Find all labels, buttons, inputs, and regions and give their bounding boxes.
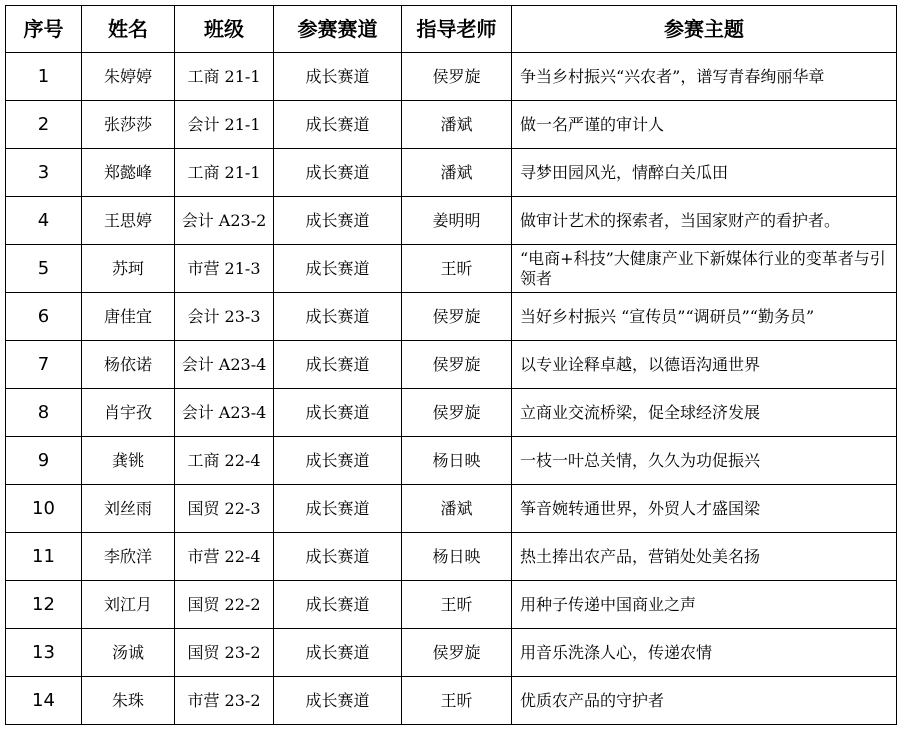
cell-name: 朱珠 [82, 677, 175, 725]
header-track: 参赛赛道 [274, 6, 402, 53]
cell-advisor: 潘斌 [402, 485, 512, 533]
table-row [6, 101, 897, 149]
cell-advisor: 侯罗旋 [402, 629, 512, 677]
cell-topic: 优质农产品的守护者 [512, 677, 897, 725]
cell-topic: “电商+科技”大健康产业下新媒体行业的变革者与引领者 [512, 245, 897, 293]
table-row [6, 677, 897, 725]
cell-index: 13 [6, 629, 82, 677]
cell-track: 成长赛道 [274, 677, 402, 725]
cell-name: 刘丝雨 [82, 485, 175, 533]
cell-class: 会计 21-1 [175, 101, 274, 149]
table-row [6, 389, 897, 437]
cell-class: 市营 21-3 [175, 245, 274, 293]
table-row [6, 149, 897, 197]
cell-advisor: 王昕 [402, 245, 512, 293]
cell-topic: 争当乡村振兴“兴农者”，谱写青春绚丽华章 [512, 53, 897, 101]
cell-name: 龚铫 [82, 437, 175, 485]
cell-index: 2 [6, 101, 82, 149]
cell-topic: 寻梦田园风光，情醉白关瓜田 [512, 149, 897, 197]
cell-name: 肖宇孜 [82, 389, 175, 437]
cell-index: 7 [6, 341, 82, 389]
cell-index: 8 [6, 389, 82, 437]
cell-index: 14 [6, 677, 82, 725]
table-row [6, 245, 897, 293]
cell-class: 工商 22-4 [175, 437, 274, 485]
table-row [6, 341, 897, 389]
cell-name: 唐佳宜 [82, 293, 175, 341]
cell-advisor: 杨日映 [402, 533, 512, 581]
cell-name: 王思婷 [82, 197, 175, 245]
cell-track: 成长赛道 [274, 341, 402, 389]
cell-index: 1 [6, 53, 82, 101]
cell-track: 成长赛道 [274, 437, 402, 485]
table-row [6, 437, 897, 485]
cell-class: 工商 21-1 [175, 53, 274, 101]
cell-track: 成长赛道 [274, 53, 402, 101]
table-row [6, 197, 897, 245]
table-row [6, 533, 897, 581]
header-row [6, 6, 897, 53]
cell-track: 成长赛道 [274, 581, 402, 629]
table-row [6, 485, 897, 533]
cell-index: 12 [6, 581, 82, 629]
table-body [6, 53, 897, 725]
cell-track: 成长赛道 [274, 485, 402, 533]
cell-track: 成长赛道 [274, 533, 402, 581]
cell-advisor: 潘斌 [402, 149, 512, 197]
cell-advisor: 潘斌 [402, 101, 512, 149]
cell-topic: 筝音婉转通世界，外贸人才盛国梁 [512, 485, 897, 533]
cell-advisor: 杨日映 [402, 437, 512, 485]
cell-topic: 做一名严谨的审计人 [512, 101, 897, 149]
cell-advisor: 王昕 [402, 677, 512, 725]
table-row [6, 581, 897, 629]
cell-class: 国贸 22-3 [175, 485, 274, 533]
cell-name: 郑懿峰 [82, 149, 175, 197]
cell-class: 国贸 22-2 [175, 581, 274, 629]
cell-topic: 当好乡村振兴 “宣传员”“调研员”“勤务员” [512, 293, 897, 341]
cell-advisor: 侯罗旋 [402, 293, 512, 341]
table-row [6, 629, 897, 677]
cell-topic: 热土捧出农产品，营销处处美名扬 [512, 533, 897, 581]
cell-class: 市营 22-4 [175, 533, 274, 581]
cell-class: 市营 23-2 [175, 677, 274, 725]
cell-index: 9 [6, 437, 82, 485]
cell-class: 会计 A23-4 [175, 341, 274, 389]
cell-name: 李欣洋 [82, 533, 175, 581]
cell-class: 会计 A23-4 [175, 389, 274, 437]
cell-name: 汤诚 [82, 629, 175, 677]
cell-track: 成长赛道 [274, 245, 402, 293]
cell-track: 成长赛道 [274, 149, 402, 197]
cell-class: 会计 23-3 [175, 293, 274, 341]
participants-table [5, 5, 897, 725]
cell-index: 11 [6, 533, 82, 581]
cell-class: 工商 21-1 [175, 149, 274, 197]
cell-advisor: 姜明明 [402, 197, 512, 245]
cell-name: 苏珂 [82, 245, 175, 293]
cell-name: 刘江月 [82, 581, 175, 629]
cell-track: 成长赛道 [274, 197, 402, 245]
cell-index: 10 [6, 485, 82, 533]
header-advisor: 指导老师 [402, 6, 512, 53]
cell-index: 3 [6, 149, 82, 197]
table-row [6, 53, 897, 101]
cell-advisor: 侯罗旋 [402, 341, 512, 389]
cell-name: 朱婷婷 [82, 53, 175, 101]
header-topic: 参赛主题 [512, 6, 897, 53]
header-name: 姓名 [82, 6, 175, 53]
cell-index: 6 [6, 293, 82, 341]
cell-topic: 用种子传递中国商业之声 [512, 581, 897, 629]
cell-track: 成长赛道 [274, 629, 402, 677]
cell-index: 4 [6, 197, 82, 245]
cell-track: 成长赛道 [274, 101, 402, 149]
cell-track: 成长赛道 [274, 293, 402, 341]
cell-advisor: 侯罗旋 [402, 53, 512, 101]
cell-advisor: 王昕 [402, 581, 512, 629]
table-row [6, 293, 897, 341]
cell-topic: 立商业交流桥梁，促全球经济发展 [512, 389, 897, 437]
cell-class: 会计 A23-2 [175, 197, 274, 245]
cell-topic: 以专业诠释卓越，以德语沟通世界 [512, 341, 897, 389]
header-class: 班级 [175, 6, 274, 53]
cell-name: 张莎莎 [82, 101, 175, 149]
cell-track: 成长赛道 [274, 389, 402, 437]
cell-index: 5 [6, 245, 82, 293]
header-index: 序号 [6, 6, 82, 53]
cell-topic: 用音乐洗涤人心，传递农情 [512, 629, 897, 677]
cell-topic: 做审计艺术的探索者，当国家财产的看护者。 [512, 197, 897, 245]
cell-class: 国贸 23-2 [175, 629, 274, 677]
cell-name: 杨依诺 [82, 341, 175, 389]
cell-topic: 一枝一叶总关情，久久为功促振兴 [512, 437, 897, 485]
cell-advisor: 侯罗旋 [402, 389, 512, 437]
